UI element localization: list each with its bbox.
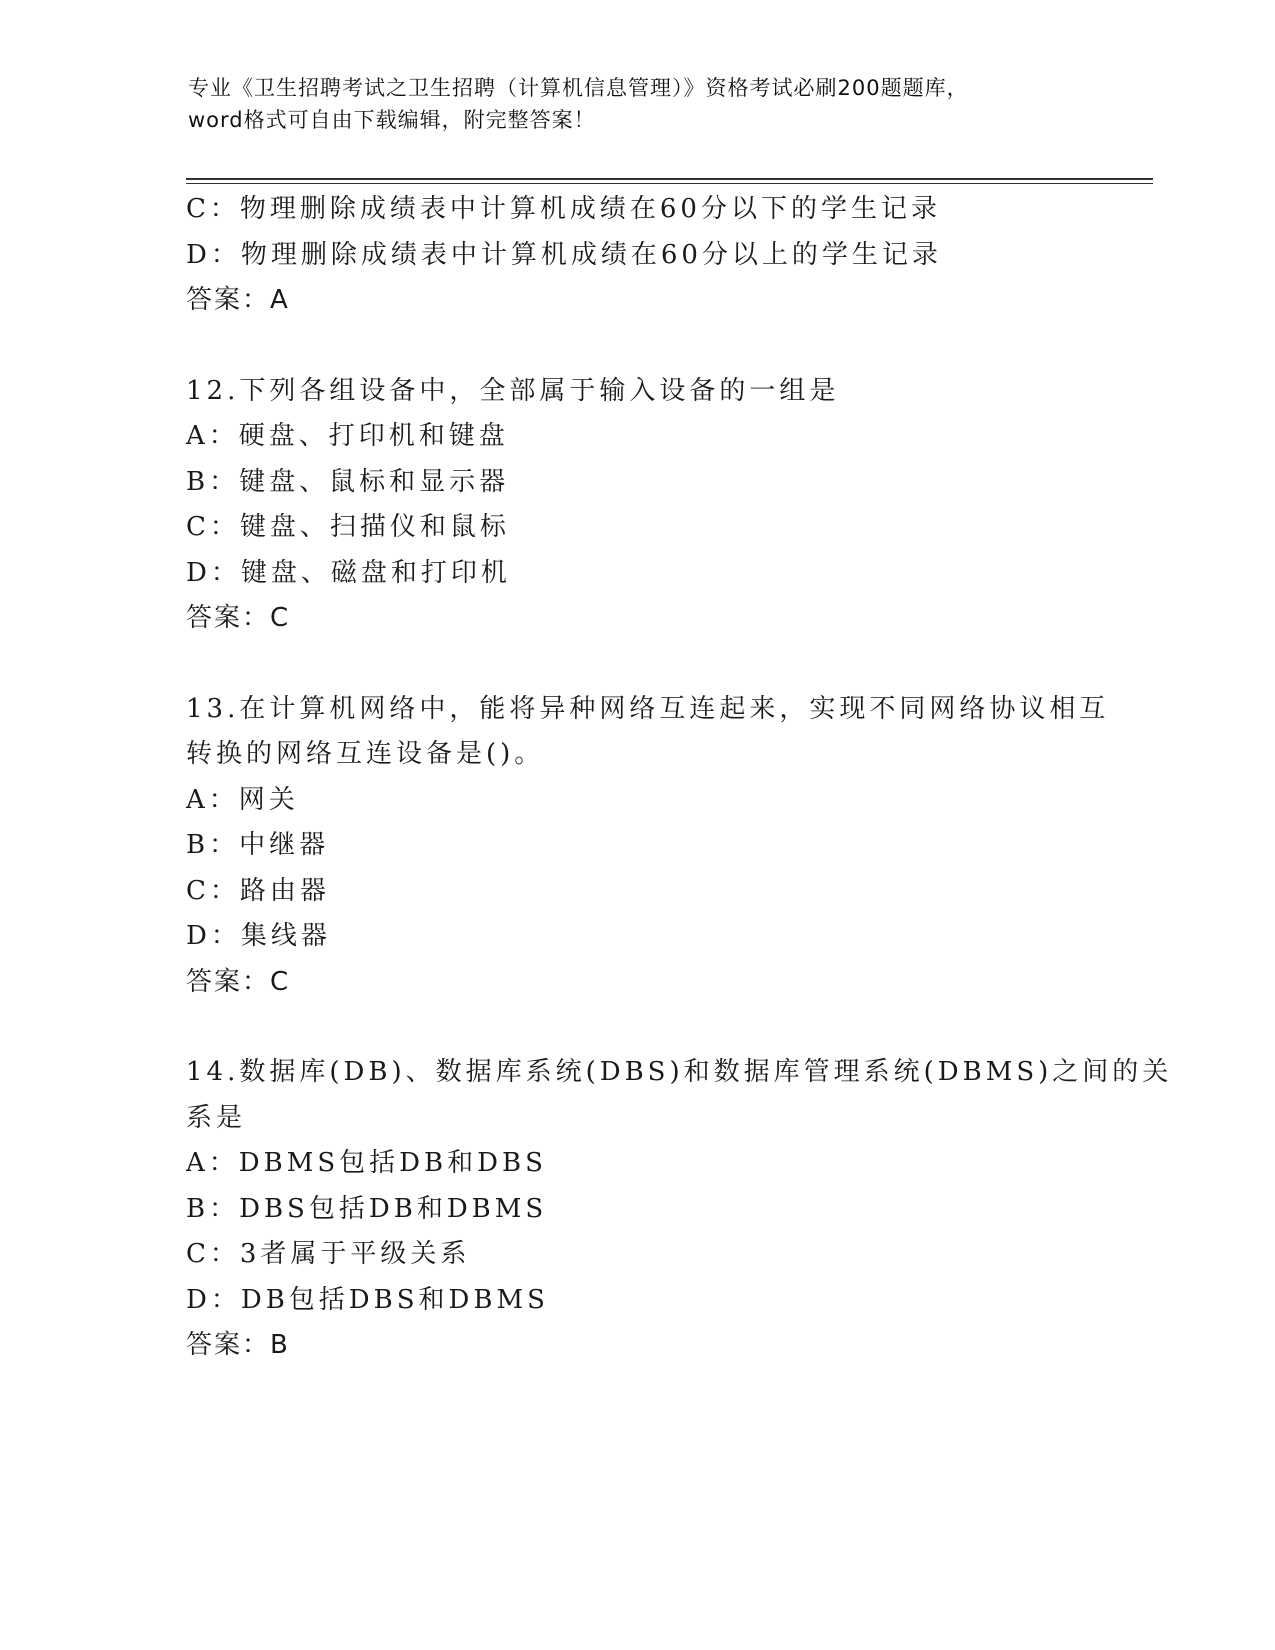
question-text-cont: 系是 [186, 1102, 247, 1133]
option-d: D：物理删除成绩表中计算机成绩在60分以上的学生记录 [186, 239, 942, 270]
option-a: A：网关 [186, 784, 299, 815]
option-b: B：DBS包括DB和DBMS [186, 1193, 548, 1224]
option-c: C：键盘、扫描仪和鼠标 [186, 512, 510, 542]
document-header [188, 72, 1088, 136]
answer: 答案：C [186, 966, 291, 997]
option-d: D：键盘、磁盘和打印机 [186, 557, 511, 588]
option-c: C：物理删除成绩表中计算机成绩在60分以下的学生记录 [186, 194, 941, 224]
option-d: D：DB包括DBS和DBMS [186, 1284, 549, 1315]
answer: 答案：C [186, 603, 291, 633]
question-text: 14.数据库(DB)、数据库系统(DBS)和数据库管理系统(DBMS)之间的关 [186, 1057, 1173, 1087]
header-line-1: 专业《卫生招聘考试之卫生招聘（计算机信息管理）》资格考试必刷200题题库， [188, 76, 969, 100]
option-b: B：中继器 [186, 830, 330, 860]
question-14 [186, 1050, 1173, 1369]
option-d: D：集线器 [186, 921, 331, 951]
header-line-2: word格式可自由下载编辑，附完整答案！ [188, 108, 596, 132]
header-divider-thin [186, 183, 1153, 184]
option-b: B：键盘、鼠标和显示器 [186, 466, 510, 497]
answer: 答案：B [186, 1330, 290, 1360]
question-list [186, 187, 1173, 1369]
question-12 [186, 369, 1086, 642]
question-text: 12.下列各组设备中，全部属于输入设备的一组是 [186, 375, 840, 406]
header-divider [186, 178, 1153, 180]
option-c: C：路由器 [186, 875, 330, 906]
option-c: C：3者属于平级关系 [186, 1239, 471, 1269]
question-text: 13.在计算机网络中，能将异种网络互连起来，实现不同网络协议相互 [186, 693, 1110, 724]
question-13 [186, 687, 1110, 1006]
option-a: A：DBMS包括DB和DBS [186, 1148, 547, 1178]
answer: 答案：A [186, 285, 290, 315]
question-text-cont: 转换的网络互连设备是()。 [186, 739, 545, 769]
question-11-tail [186, 187, 1086, 324]
option-a: A：硬盘、打印机和键盘 [186, 421, 509, 451]
